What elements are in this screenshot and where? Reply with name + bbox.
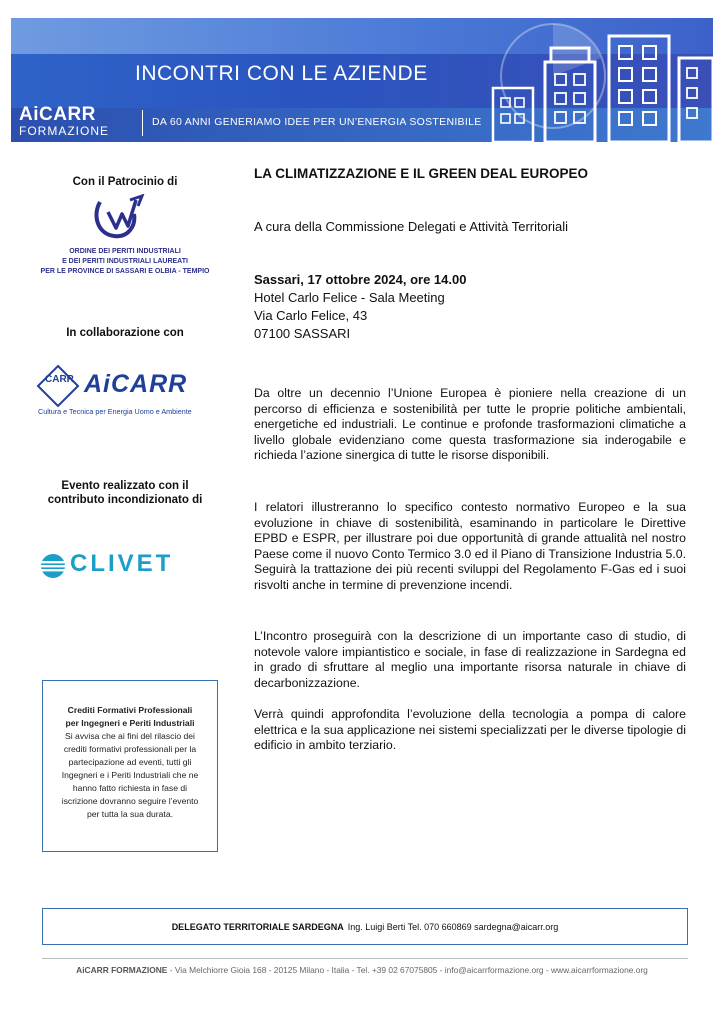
aicarr-logo-text: AiCARR	[84, 370, 188, 398]
aicarr-diamond-text: CARR	[45, 374, 74, 385]
logo-mark: AiCARR	[19, 104, 96, 125]
footer-org-name: AiCARR FORMAZIONE	[76, 965, 168, 975]
sponsor-label-1: Evento realizzato con il	[61, 480, 189, 492]
collab-label: In collaborazione con	[66, 327, 184, 339]
paragraph-4: Verrà quindi approfondita l’evoluzione della tecnologia a pompa di calore elettrica e la sua applicazione nei sistemi specializzati per le diverse tipologie di edificio in ambito terziario.	[254, 707, 686, 753]
order-line-2: E DEI PERITI INDUSTRIALI LAUREATI	[62, 258, 188, 265]
banner-divider	[142, 110, 143, 136]
curated-by: A cura della Commissione Delegati e Attività Territoriali	[254, 219, 569, 234]
clivet-logo	[40, 550, 205, 580]
event-title: LA CLIMATIZZAZIONE E IL GREEN DEAL EUROPEO	[254, 166, 589, 181]
order-line-3: PER LE PROVINCE DI SASSARI E OLBIA - TEMPIO	[40, 268, 210, 275]
event-venue: Hotel Carlo Felice - Sala Meeting	[254, 290, 445, 305]
aicarr-logo	[36, 364, 216, 420]
footer-contact-line	[0, 965, 724, 975]
clivet-logo-text: CLIVET	[70, 550, 174, 577]
order-line-1: ORDINE DEI PERITI INDUSTRIALI	[69, 248, 181, 255]
credits-line: Ingegneri e i Periti Industriali che ne	[61, 770, 199, 780]
clivet-mark-icon	[40, 553, 66, 579]
delegate-box	[42, 908, 688, 945]
aicarr-tagline: Cultura e Tecnica per Energia Uomo e Ambiente	[38, 407, 192, 416]
footer-org-info: - Via Melchiorre Gioia 168 - 20125 Milano - Italia - Tel. +39 02 67075805 - info@aicarrformazione.org - www.aicarrformazione.org	[167, 965, 648, 975]
credits-line: iscrizione dovranno seguire l’evento	[61, 796, 199, 806]
event-street: Via Carlo Felice, 43	[254, 308, 368, 323]
credits-box	[42, 680, 218, 852]
delegate-label: DELEGATO TERRITORIALE SARDEGNA	[171, 921, 344, 932]
delegate-info: Ing. Luigi Berti Tel. 070 660869 sardegna@aicarr.org	[347, 921, 559, 932]
aicarr-diamond-icon	[36, 364, 80, 408]
header-banner	[11, 18, 713, 142]
paragraph-2: I relatori illustreranno lo specifico contesto normativo Europeo e la sua evoluzione in chiave di sostenibilità, esaminando in particolare le Direttive EPBD e ESPR, per illustrare poi due opportunità di grande attualità nel nostro Paese come il nuovo Conto Termico 3.0 ed il Piano di Transizione Industria 5.0. Seguirà la trattazione dei più recenti sviluppi del Regolamento F-Gas ed i suoi risvolti anche in termine di prevenzione incendi.	[254, 500, 686, 592]
credits-line: partecipazione ad eventi, tutti gli	[68, 757, 192, 767]
credits-line: hanno fatto richiesta in fase di	[72, 783, 188, 793]
patronage-label: Con il Patrocinio di	[72, 176, 178, 188]
buildings-illustration	[483, 18, 713, 142]
banner-tagline: DA 60 ANNI GENERIAMO IDEE PER UN’ENERGIA SOSTENIBILE	[152, 116, 482, 128]
banner-title: INCONTRI CON LE AZIENDE	[135, 62, 428, 85]
periti-order-logo	[90, 194, 146, 240]
credits-line: crediti formativi professionali per la	[63, 744, 197, 754]
paragraph-1: Da oltre un decennio l’Unione Europea è pioniere nella creazione di un percorso di efficienza e sostenibilità per tutte le proprie politiche ambientali, energetiche ed industriali. Le continue e profonde trasformazioni climatiche a livello globale evidenziano come questa trasformazione sia inderogabile e richieda l’azione sinergica di tutte le risorse disponibili.	[254, 386, 686, 463]
credits-title-2: per Ingegneri e Periti Industriali	[65, 718, 195, 728]
aicarr-formazione-logo	[19, 106, 137, 138]
event-date-time: Sassari, 17 ottobre 2024, ore 14.00	[254, 272, 467, 287]
footer-divider	[42, 958, 688, 959]
paragraph-3: L’Incontro proseguirà con la descrizione di un importante caso di studio, di notevole valore impiantistico e sociale, in fase di realizzazione in Sardegna ed in grado di sfruttare al meglio una importante risorsa naturale in chiave di decarbonizzazione.	[254, 629, 686, 690]
credits-line: Si avvisa che ai fini del rilascio dei	[65, 731, 195, 741]
event-city: 07100 SASSARI	[254, 326, 351, 341]
event-details	[254, 271, 466, 343]
sponsor-label-2: contributo incondizionato di	[47, 494, 203, 506]
credits-line: per tutta la sua durata.	[87, 809, 173, 819]
logo-sub: FORMAZIONE	[19, 124, 109, 138]
credits-title-1: Crediti Formativi Professionali	[67, 705, 193, 715]
